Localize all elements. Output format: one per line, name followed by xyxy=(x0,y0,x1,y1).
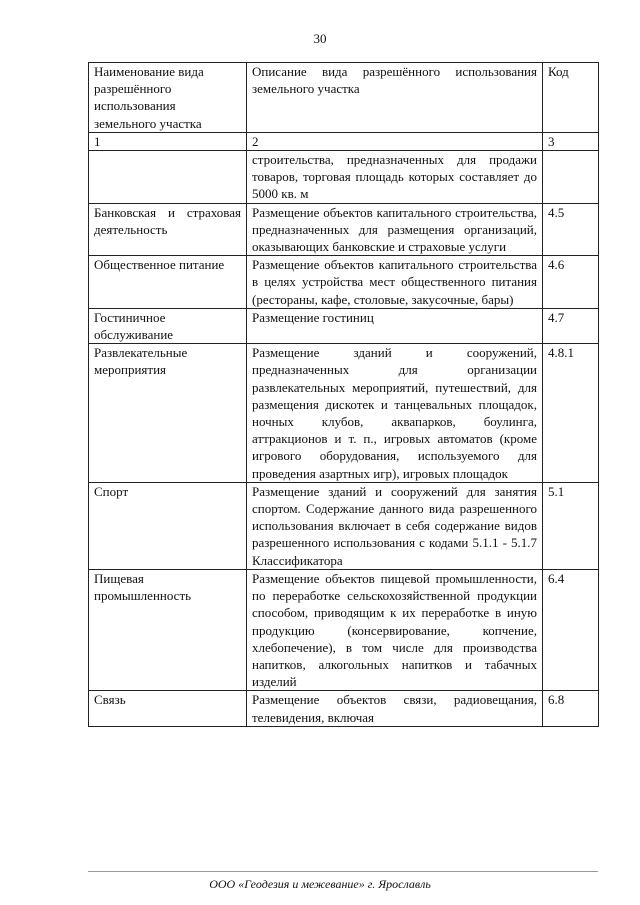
table-row xyxy=(89,344,599,483)
use-name: Развлекательные мероприятия xyxy=(89,344,247,483)
page-number: 30 xyxy=(313,31,327,46)
use-name: Общественное питание xyxy=(89,256,247,309)
use-code: 6.8 xyxy=(543,691,599,726)
column-number: 3 xyxy=(543,132,599,150)
use-description: строительства, предназначенных для продажи товаров, торговая площадь которых составляет до 5000 кв. м xyxy=(247,151,543,204)
use-code: 5.1 xyxy=(543,482,599,569)
use-description: Размещение объектов пищевой промышленности, по переработке сельскохозяйственной продукции способом, приводящим к их переработке в иную продукцию (консервирование, копчение, хлебопечение), в том числе для производства напитков, алкогольных напитков и табачных изделий xyxy=(247,569,543,690)
table-row xyxy=(89,203,599,256)
use-name xyxy=(89,151,247,204)
column-number: 1 xyxy=(89,132,247,150)
table-header-row xyxy=(89,63,599,133)
use-name: Банковская и страховая деятельность xyxy=(89,203,247,256)
use-code xyxy=(543,151,599,204)
land-use-table xyxy=(88,62,599,727)
table-row xyxy=(89,308,599,343)
table-row xyxy=(89,569,599,690)
use-code: 4.7 xyxy=(543,308,599,343)
use-code: 4.5 xyxy=(543,203,599,256)
header-description: Описание вида разрешённого использования земельного участка xyxy=(247,63,543,133)
use-description: Размещение зданий и сооружений, предназначенных для организации развлекательных мероприятий, путешествий, для размещения дискотек и танцевальных площадок, ночных клубов, аквапарков, боулинга, аттракционов и т. п., игровых автоматов (кроме игрового оборудования, используемого для проведения азартных игр), игровых площадок xyxy=(247,344,543,483)
table-row xyxy=(89,482,599,569)
footer-divider xyxy=(88,871,598,872)
use-name: Спорт xyxy=(89,482,247,569)
use-description: Размещение объектов капитального строительства, предназначенных для размещения организаций, оказывающих банковские и страховые услуги xyxy=(247,203,543,256)
use-name: Связь xyxy=(89,691,247,726)
table-row xyxy=(89,256,599,309)
use-description: Размещение гостиниц xyxy=(247,308,543,343)
header-name: Наименование вида разрешённого использования земельного участка xyxy=(89,63,247,133)
column-number: 2 xyxy=(247,132,543,150)
use-name: Пищевая промышленность xyxy=(89,569,247,690)
use-code: 4.8.1 xyxy=(543,344,599,483)
table-row xyxy=(89,151,599,204)
page-footer: ООО «Геодезия и межевание» г. Ярославль xyxy=(209,877,431,891)
table-row xyxy=(89,691,599,726)
column-number-row xyxy=(89,132,599,150)
use-code: 4.6 xyxy=(543,256,599,309)
use-description: Размещение зданий и сооружений для занятия спортом. Содержание данного вида разрешенного использования включает в себя содержание видов разрешенного использования с кодами 5.1.1 - 5.1.7 Классификатора xyxy=(247,482,543,569)
use-description: Размещение объектов связи, радиовещания, телевидения, включая xyxy=(247,691,543,726)
use-description: Размещение объектов капитального строительства в целях устройства мест общественного питания (рестораны, кафе, столовые, закусочные, бары) xyxy=(247,256,543,309)
header-code: Код xyxy=(543,63,599,133)
use-code: 6.4 xyxy=(543,569,599,690)
use-name: Гостиничное обслуживание xyxy=(89,308,247,343)
